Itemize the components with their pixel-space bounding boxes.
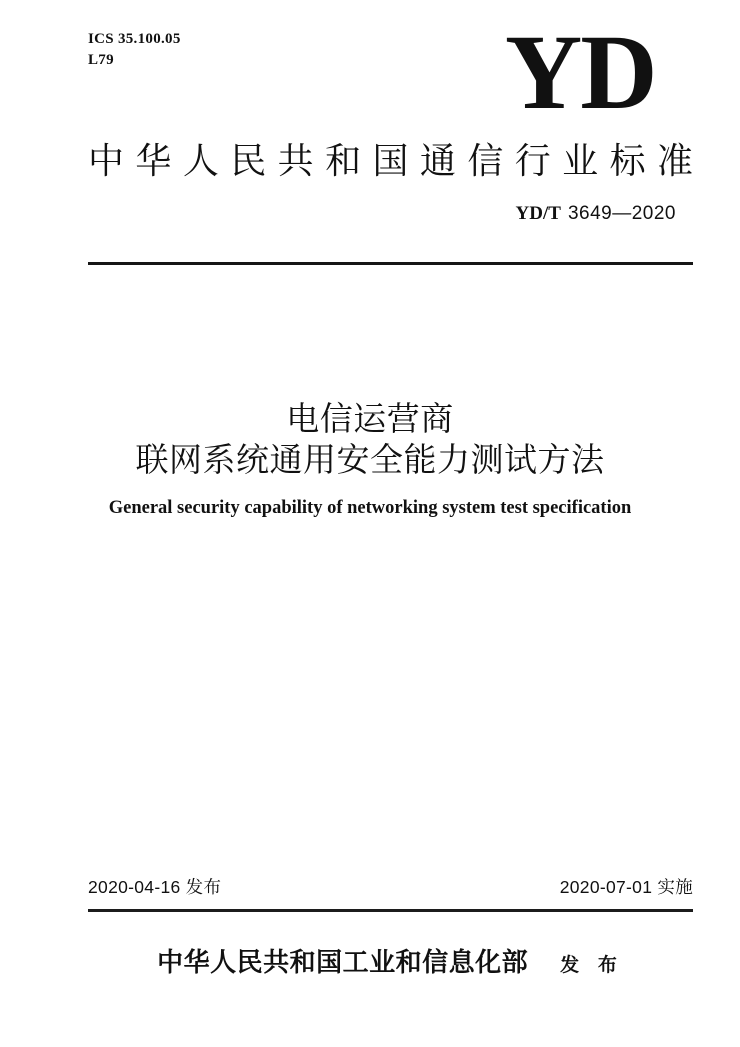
issue-date: 2020-04-16 发布 <box>88 877 222 897</box>
dates-row <box>88 876 693 898</box>
document-title-line2: 联网系统通用安全能力测试方法 <box>135 441 605 478</box>
classification-code: L79 <box>88 52 114 68</box>
publisher-row <box>88 947 693 979</box>
implementation-date: 2020-07-01 实施 <box>559 877 693 897</box>
publish-action-label: 发 布 <box>560 955 624 976</box>
yd-logo: YD <box>505 14 656 132</box>
standard-number-value: 3649—2020 <box>567 203 676 224</box>
document-title-english: General security capability of networking system test specification <box>108 498 632 518</box>
standard-number <box>88 203 676 225</box>
document-title <box>44 398 696 480</box>
top-divider-rule <box>88 262 693 265</box>
ics-code: ICS 35.100.05 <box>88 31 181 47</box>
document-title-line1: 电信运营商 <box>286 400 454 437</box>
ics-classification-block <box>88 29 181 71</box>
publisher-name: 中华人民共和国工业和信息化部 <box>157 948 529 977</box>
standard-category-title: 中华人民共和国通信行业标准 <box>88 140 693 181</box>
standard-number-prefix: YD/T <box>515 203 561 224</box>
bottom-divider-rule <box>88 909 693 912</box>
